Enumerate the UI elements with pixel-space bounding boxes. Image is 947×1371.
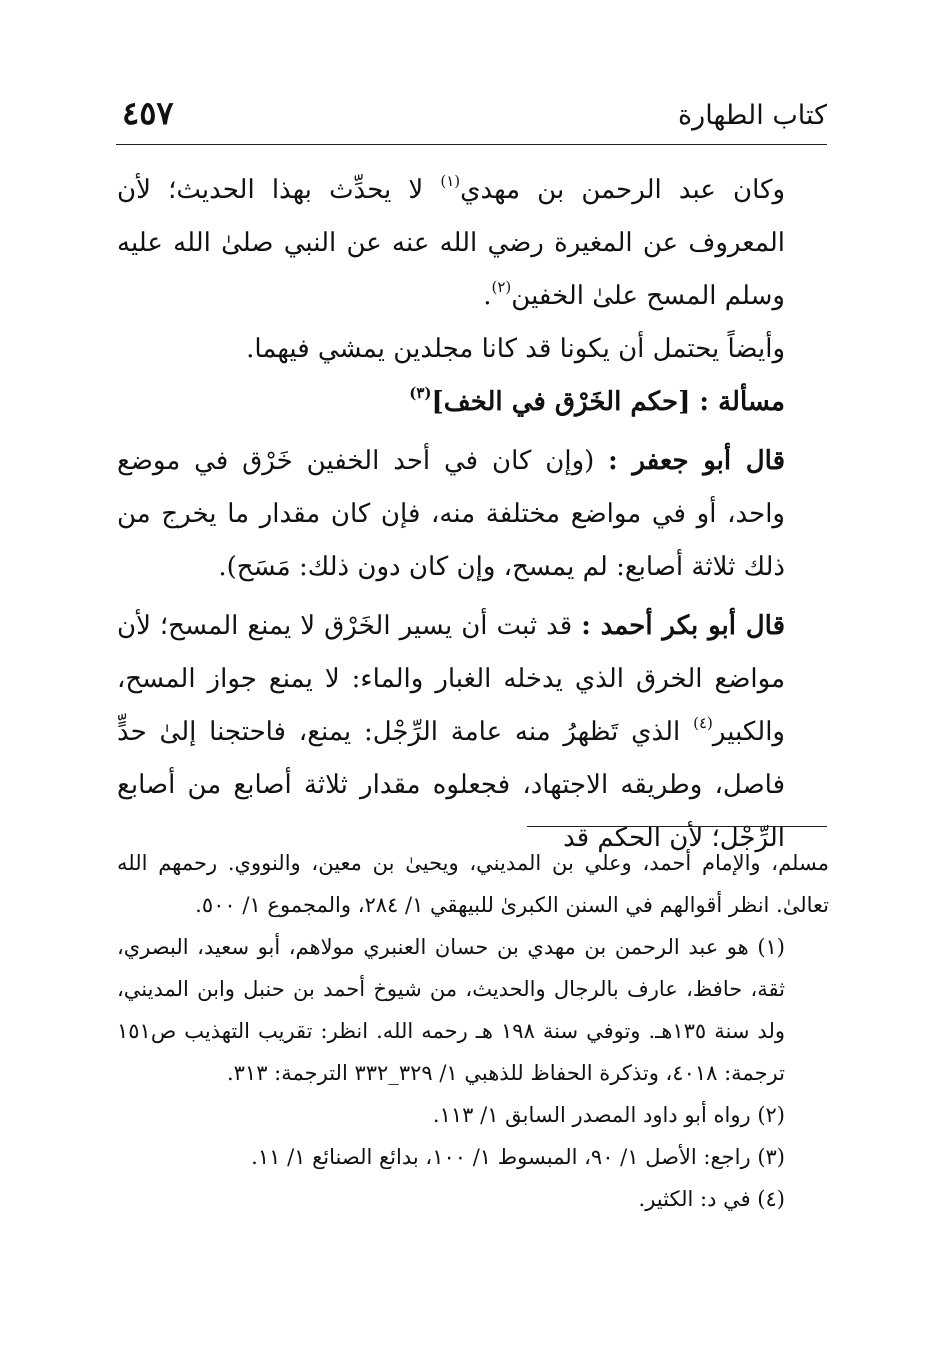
speaker-abu-jafar: قال أبو جعفر : — [608, 446, 785, 476]
footnote-continuation: مسلم، والإمام أحمد، وعلي بن المديني، ويحيىٰ بن معين، والنووي. رحمهم الله تعالىٰ. انظر أقوالهم في السنن الكبرىٰ للبيهقي ١/ ٢٨٤، والمجموع ١/ ٥٠٠. — [117, 851, 829, 917]
paragraph-3-text: (وإن كان في أحد الخفين خَرْق في موضع واحد، أو في مواضع مختلفة منه، فإن كان مقدار ما يخرج من ذلك ثلاثة أصابع: لم يمسح، وإن كان دون ذلك: مَسَح). — [117, 446, 785, 582]
footnote-ref-2: (٢) — [491, 278, 512, 296]
paragraph-1 — [117, 164, 829, 323]
footnotes — [117, 842, 829, 1220]
issue-heading-text: مسألة : [حكم الخَرْق في الخف] — [431, 387, 785, 417]
main-text — [117, 164, 829, 865]
paragraph-1-text-c: . — [483, 281, 492, 311]
footnote-4: (٤) في د: الكثير. — [638, 1187, 785, 1211]
footnote-ref-1: (١) — [440, 172, 461, 190]
paragraph-4-text-b: الذي تَظهرُ منه عامة الرِّجْل: يمنع، فاحتجنا إلىٰ حدٍّ فاصل، وطريقه الاجتهاد، فجعلوه مقدار ثلاثة أصابع من أصابع الرِّجْل؛ لأن الحكم قد — [117, 717, 785, 853]
paragraph-3 — [117, 435, 829, 594]
footnote-separator — [527, 826, 827, 827]
footnote-ref-4: (٤) — [693, 714, 713, 732]
issue-heading — [117, 376, 829, 429]
paragraph-4-text-a: قد ثبت أن يسير الخَرْق لا يمنع المسح؛ لأن مواضع الخرق الذي يدخله الغبار والماء: لا يمنع جواز المسح، والكبير — [117, 611, 785, 747]
footnote-ref-3: (٣) — [409, 384, 432, 402]
page-header — [116, 96, 827, 145]
paragraph-2: وأيضاً يحتمل أن يكونا قد كانا مجلدين يمشي فيهما. — [246, 334, 785, 364]
footnote-3: (٣) راجع: الأصل ١/ ٩٠، المبسوط ١/ ١٠٠، بدائع الصنائع ١/ ١١. — [251, 1145, 785, 1169]
running-title: كتاب الطهارة — [678, 100, 827, 131]
paragraph-1-text-b: لا يحدِّث بهذا الحديث؛ لأن المعروف عن المغيرة رضي الله عنه عن النبي صلىٰ الله عليه وسلم المسح علىٰ الخفين — [117, 175, 785, 311]
page-number: ٤٥٧ — [122, 94, 174, 132]
paragraph-1-text-a: وكان عبد الرحمن بن مهدي — [460, 175, 785, 205]
footnote-2: (٢) رواه أبو داود المصدر السابق ١/ ١١٣. — [432, 1103, 785, 1127]
speaker-abu-bakr: قال أبو بكر أحمد : — [581, 611, 785, 641]
footnote-1: (١) هو عبد الرحمن بن مهدي بن حسان العنبري مولاهم، أبو سعيد، البصري، ثقة، حافظ، عارف بالرجال والحديث، من شيوخ أحمد بن حنبل وابن المديني، ولد سنة ١٣٥هـ. وتوفي سنة ١٩٨ هـ رحمه الله. انظر: تقريب التهذيب ص١٥١ ترجمة: ٤٠١٨، وتذكرة الحفاظ للذهبي ١/ ٣٢٩_٣٣٢ الترجمة: ٣١٣. — [117, 935, 785, 1085]
